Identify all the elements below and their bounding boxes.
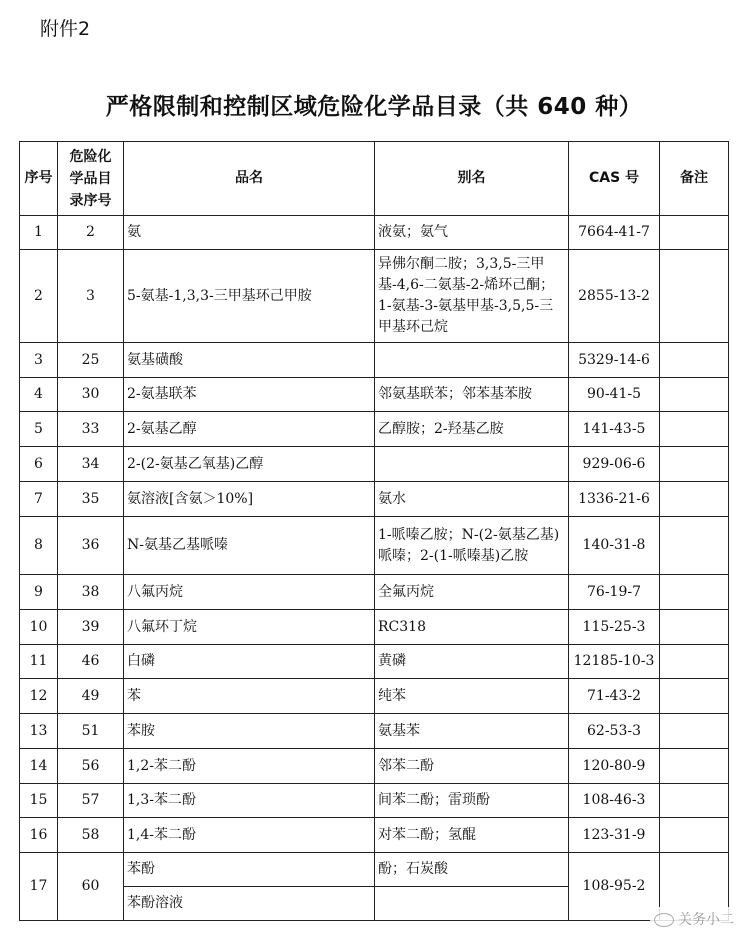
cell-note	[660, 447, 729, 482]
cell-note	[660, 250, 729, 343]
table-row	[20, 482, 729, 517]
cell-note	[660, 749, 729, 784]
table-row	[20, 610, 729, 645]
attachment-label: 附件2	[40, 18, 91, 40]
cell-note	[660, 679, 729, 714]
table-row	[20, 216, 729, 250]
cell-name: N-氨基乙基哌嗪	[124, 517, 375, 575]
cell-name: 1,3-苯二酚	[124, 784, 375, 818]
cell-seq: 16	[20, 818, 58, 853]
cell-catalog-no: 33	[58, 412, 124, 447]
cell-name: 2-氨基乙醇	[124, 412, 375, 447]
cell-catalog-no: 57	[58, 784, 124, 818]
cell-alias: 纯苯	[375, 679, 569, 714]
table-row	[20, 447, 729, 482]
cell-catalog-no: 60	[58, 853, 124, 921]
cell-seq: 5	[20, 412, 58, 447]
cell-catalog-no: 2	[58, 216, 124, 250]
cell-catalog-no: 58	[58, 818, 124, 853]
cell-seq: 8	[20, 517, 58, 575]
cell-seq: 6	[20, 447, 58, 482]
table-row	[20, 575, 729, 610]
table-row	[20, 412, 729, 447]
cell-seq: 3	[20, 343, 58, 378]
cell-catalog-no: 25	[58, 343, 124, 378]
cell-alias	[375, 447, 569, 482]
cell-note	[660, 216, 729, 250]
cell-name: 5-氨基-1,3,3-三甲基环己甲胺	[124, 250, 375, 343]
cell-name: 1,2-苯二酚	[124, 749, 375, 784]
cell-name: 苯酚溶液	[124, 887, 375, 921]
header-row	[20, 142, 729, 216]
cell-note	[660, 714, 729, 749]
header-seq: 序号	[20, 142, 58, 216]
cell-catalog-no: 39	[58, 610, 124, 645]
cell-alias: 全氟丙烷	[375, 575, 569, 610]
cell-seq: 13	[20, 714, 58, 749]
cell-note	[660, 575, 729, 610]
cell-catalog-no: 49	[58, 679, 124, 714]
cell-seq: 17	[20, 853, 58, 921]
cell-catalog-no: 56	[58, 749, 124, 784]
header-catalog-line-1: 危险化	[69, 148, 112, 165]
cell-cas: 115-25-3	[569, 610, 660, 645]
cell-name: 苯胺	[124, 714, 375, 749]
cell-seq: 2	[20, 250, 58, 343]
table-body	[20, 216, 729, 921]
cell-cas: 12185-10-3	[569, 645, 660, 679]
header-catalog-line-2: 学品目	[69, 170, 112, 187]
cell-name: 八氟丙烷	[124, 575, 375, 610]
table-row	[20, 250, 729, 343]
cell-cas: 2855-13-2	[569, 250, 660, 343]
watermark-text: 关务小二	[678, 912, 734, 928]
cell-alias: 1-哌嗪乙胺；N-(2-氨基乙基)哌嗪；2-(1-哌嗪基)乙胺	[375, 517, 569, 575]
header-name: 品名	[124, 142, 375, 216]
cell-catalog-no: 46	[58, 645, 124, 679]
table-row	[20, 679, 729, 714]
cell-note	[660, 517, 729, 575]
cell-cas: 76-19-7	[569, 575, 660, 610]
table-row	[20, 853, 729, 887]
cell-seq: 4	[20, 378, 58, 412]
table-row	[20, 378, 729, 412]
table-row	[20, 714, 729, 749]
cell-name: 苯	[124, 679, 375, 714]
cell-name: 氨溶液[含氨＞10%]	[124, 482, 375, 517]
cell-name: 氨基磺酸	[124, 343, 375, 378]
cell-note	[660, 412, 729, 447]
cell-cas: 123-31-9	[569, 818, 660, 853]
table-row	[20, 818, 729, 853]
table-row	[20, 343, 729, 378]
table-row	[20, 749, 729, 784]
cell-cas: 62-53-3	[569, 714, 660, 749]
cell-alias: 氨基苯	[375, 714, 569, 749]
cell-cas: 140-31-8	[569, 517, 660, 575]
cell-catalog-no: 3	[58, 250, 124, 343]
cell-alias	[375, 343, 569, 378]
watermark	[650, 907, 738, 931]
cell-seq: 12	[20, 679, 58, 714]
cell-seq: 10	[20, 610, 58, 645]
cell-alias: 异佛尔酮二胺；3,3,5-三甲基-4,6-二氨基-2-烯环己酮；1-氨基-3-氨基甲基-3,5,5-三甲基环己烷	[375, 250, 569, 343]
cell-seq: 1	[20, 216, 58, 250]
cell-cas: 5329-14-6	[569, 343, 660, 378]
cell-catalog-no: 51	[58, 714, 124, 749]
cell-alias: 液氨；氨气	[375, 216, 569, 250]
cell-name: 2-(2-氨基乙氧基)乙醇	[124, 447, 375, 482]
page-title: 严格限制和控制区域危险化学品目录（共 640 种）	[105, 94, 643, 120]
header-catalog-no	[58, 142, 124, 216]
cell-name: 2-氨基联苯	[124, 378, 375, 412]
cell-cas: 120-80-9	[569, 749, 660, 784]
cell-alias: 邻氨基联苯；邻苯基苯胺	[375, 378, 569, 412]
cell-alias	[375, 887, 569, 921]
cell-seq: 11	[20, 645, 58, 679]
cell-cas: 108-46-3	[569, 784, 660, 818]
cell-seq: 15	[20, 784, 58, 818]
cell-alias: 乙醇胺；2-羟基乙胺	[375, 412, 569, 447]
cell-catalog-no: 34	[58, 447, 124, 482]
table-row	[20, 517, 729, 575]
cell-name: 1,4-苯二酚	[124, 818, 375, 853]
cell-note	[660, 482, 729, 517]
cell-note	[660, 378, 729, 412]
cell-name: 苯酚	[124, 853, 375, 887]
cell-cas: 90-41-5	[569, 378, 660, 412]
cell-cas: 7664-41-7	[569, 216, 660, 250]
cell-note	[660, 784, 729, 818]
cell-seq: 14	[20, 749, 58, 784]
wechat-icon	[654, 913, 674, 927]
cell-cas: 108-95-2	[569, 853, 660, 921]
table-row	[20, 645, 729, 679]
table-row	[20, 784, 729, 818]
cell-seq: 9	[20, 575, 58, 610]
cell-note	[660, 610, 729, 645]
cell-cas: 71-43-2	[569, 679, 660, 714]
cell-cas: 1336-21-6	[569, 482, 660, 517]
cell-alias: RC318	[375, 610, 569, 645]
cell-catalog-no: 38	[58, 575, 124, 610]
cell-alias: 氨水	[375, 482, 569, 517]
cell-alias: 对苯二酚；氢醌	[375, 818, 569, 853]
cell-catalog-no: 35	[58, 482, 124, 517]
cell-alias: 间苯二酚；雷琐酚	[375, 784, 569, 818]
cell-note	[660, 645, 729, 679]
cell-alias: 黄磷	[375, 645, 569, 679]
cell-name: 氨	[124, 216, 375, 250]
cell-name: 白磷	[124, 645, 375, 679]
header-cas: CAS 号	[569, 142, 660, 216]
cell-note	[660, 818, 729, 853]
cell-alias: 酚；石炭酸	[375, 853, 569, 887]
cell-name: 八氟环丁烷	[124, 610, 375, 645]
cell-cas: 929-06-6	[569, 447, 660, 482]
cell-catalog-no: 30	[58, 378, 124, 412]
header-note: 备注	[660, 142, 729, 216]
cell-cas: 141-43-5	[569, 412, 660, 447]
chemicals-table	[19, 141, 729, 921]
cell-catalog-no: 36	[58, 517, 124, 575]
cell-alias: 邻苯二酚	[375, 749, 569, 784]
header-alias: 别名	[375, 142, 569, 216]
cell-note	[660, 343, 729, 378]
cell-seq: 7	[20, 482, 58, 517]
header-catalog-line-3: 录序号	[69, 192, 112, 209]
